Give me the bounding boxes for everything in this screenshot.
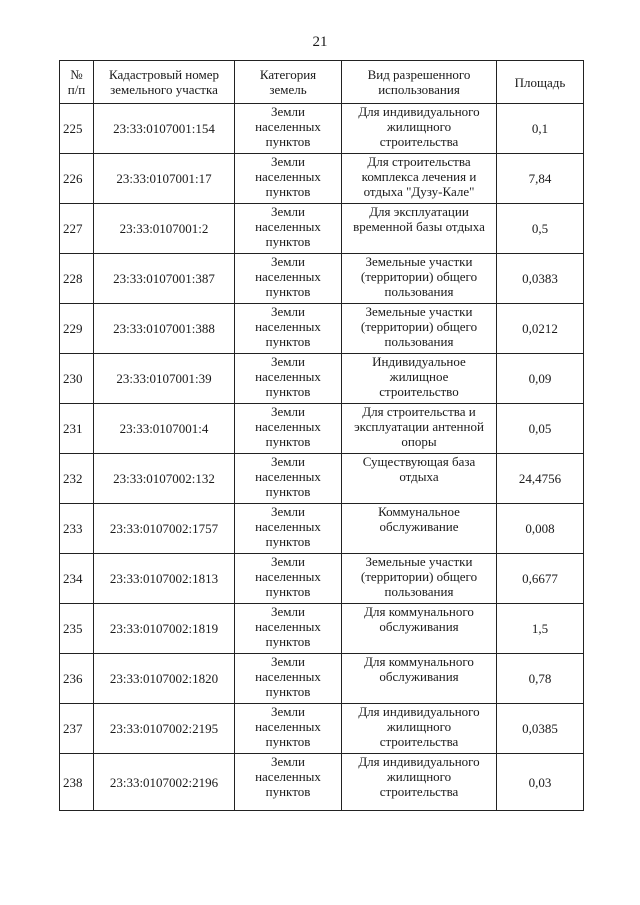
cell-use: Земельные участки (территории) общего пользования	[342, 304, 497, 354]
cell-num: 236	[60, 654, 94, 704]
cell-category: Земли населенных пунктов	[235, 304, 342, 354]
cell-cadastral: 23:33:0107002:2196	[94, 754, 235, 811]
cell-cadastral: 23:33:0107002:132	[94, 454, 235, 504]
cell-num: 231	[60, 404, 94, 454]
cell-area: 0,1	[497, 104, 584, 154]
cell-area: 0,09	[497, 354, 584, 404]
table-row	[60, 254, 584, 304]
cell-area: 0,78	[497, 654, 584, 704]
cell-num: 226	[60, 154, 94, 204]
cell-num: 227	[60, 204, 94, 254]
cell-cadastral: 23:33:0107001:154	[94, 104, 235, 154]
table-row	[60, 404, 584, 454]
cell-category: Земли населенных пунктов	[235, 654, 342, 704]
cell-use: Индивидуальное жилищное строительство	[342, 354, 497, 404]
cell-num: 230	[60, 354, 94, 404]
cell-use: Для строительства комплекса лечения и отдыха "Дузу-Кале"	[342, 154, 497, 204]
cell-category: Земли населенных пунктов	[235, 354, 342, 404]
cell-cadastral: 23:33:0107002:1819	[94, 604, 235, 654]
cell-category: Земли населенных пунктов	[235, 604, 342, 654]
header-num: № п/п	[60, 61, 94, 104]
cell-num: 234	[60, 554, 94, 604]
cell-area: 0,008	[497, 504, 584, 554]
cell-use: Земельные участки (территории) общего пользования	[342, 554, 497, 604]
cell-category: Земли населенных пунктов	[235, 204, 342, 254]
cell-use: Коммунальное обслуживание	[342, 504, 497, 554]
header-area: Площадь	[497, 61, 584, 104]
cell-use: Для коммунального обслуживания	[342, 654, 497, 704]
cell-num: 229	[60, 304, 94, 354]
table-row	[60, 204, 584, 254]
cell-area: 0,0212	[497, 304, 584, 354]
cell-category: Земли населенных пунктов	[235, 754, 342, 811]
cell-category: Земли населенных пунктов	[235, 254, 342, 304]
table-row	[60, 704, 584, 754]
cell-use: Для индивидуального жилищного строительства	[342, 754, 497, 811]
header-use: Вид разрешенного использования	[342, 61, 497, 104]
cell-num: 238	[60, 754, 94, 811]
cell-cadastral: 23:33:0107002:2195	[94, 704, 235, 754]
land-plots-table	[59, 60, 584, 811]
table-row	[60, 354, 584, 404]
cell-cadastral: 23:33:0107002:1757	[94, 504, 235, 554]
cell-cadastral: 23:33:0107001:387	[94, 254, 235, 304]
cell-use: Для индивидуального жилищного строительства	[342, 704, 497, 754]
cell-num: 232	[60, 454, 94, 504]
cell-category: Земли населенных пунктов	[235, 704, 342, 754]
cell-category: Земли населенных пунктов	[235, 404, 342, 454]
cell-area: 1,5	[497, 604, 584, 654]
cell-area: 0,6677	[497, 554, 584, 604]
table-row	[60, 604, 584, 654]
cell-use: Земельные участки (территории) общего пользования	[342, 254, 497, 304]
cell-cadastral: 23:33:0107002:1820	[94, 654, 235, 704]
cell-cadastral: 23:33:0107001:17	[94, 154, 235, 204]
table-row	[60, 754, 584, 811]
cell-area: 0,0383	[497, 254, 584, 304]
cell-use: Для коммунального обслуживания	[342, 604, 497, 654]
cell-use: Для эксплуатации временной базы отдыха	[342, 204, 497, 254]
page-number: 21	[312, 34, 328, 50]
table-row	[60, 654, 584, 704]
header-cadastral: Кадастровый номер земельного участка	[94, 61, 235, 104]
cell-use: Существующая база отдыха	[342, 454, 497, 504]
header-category: Категория земель	[235, 61, 342, 104]
cell-area: 0,0385	[497, 704, 584, 754]
cell-category: Земли населенных пунктов	[235, 504, 342, 554]
table-row	[60, 304, 584, 354]
cell-use: Для индивидуального жилищного строительства	[342, 104, 497, 154]
cell-cadastral: 23:33:0107002:1813	[94, 554, 235, 604]
table-row	[60, 454, 584, 504]
table-row	[60, 104, 584, 154]
cell-num: 228	[60, 254, 94, 304]
cell-num: 225	[60, 104, 94, 154]
cell-category: Земли населенных пунктов	[235, 154, 342, 204]
cell-cadastral: 23:33:0107001:2	[94, 204, 235, 254]
table-row	[60, 554, 584, 604]
cell-cadastral: 23:33:0107001:39	[94, 354, 235, 404]
cell-area: 0,5	[497, 204, 584, 254]
cell-area: 24,4756	[497, 454, 584, 504]
cell-area: 0,03	[497, 754, 584, 811]
cell-num: 233	[60, 504, 94, 554]
cell-category: Земли населенных пунктов	[235, 454, 342, 504]
cell-area: 7,84	[497, 154, 584, 204]
cell-cadastral: 23:33:0107001:4	[94, 404, 235, 454]
cell-category: Земли населенных пунктов	[235, 104, 342, 154]
cell-num: 237	[60, 704, 94, 754]
table-row	[60, 154, 584, 204]
cell-category: Земли населенных пунктов	[235, 554, 342, 604]
table-header-row	[60, 61, 584, 104]
table-row	[60, 504, 584, 554]
cell-use: Для строительства и эксплуатации антенной опоры	[342, 404, 497, 454]
cell-area: 0,05	[497, 404, 584, 454]
cell-cadastral: 23:33:0107001:388	[94, 304, 235, 354]
cell-num: 235	[60, 604, 94, 654]
